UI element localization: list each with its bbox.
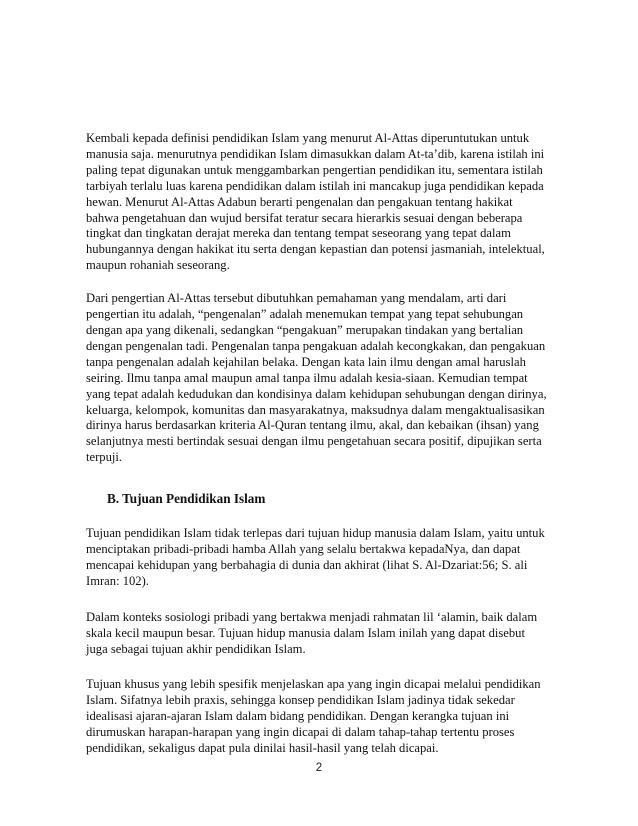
text-line: juga sebagai tujuan akhir pendidikan Islam. <box>86 641 306 656</box>
text-line: pendidikan, sekaligus dapat pula dinilai hasil-hasil yang telah dicapai. <box>86 741 439 756</box>
text-line: mencapai kehidupan yang berbahagia di dunia dan akhirat (lihat S. Al-Dzariat:56; S. ali <box>86 557 528 572</box>
page-number: 2 <box>315 762 323 774</box>
text-line: Imran: 102). <box>86 573 149 588</box>
paragraph-spacing <box>86 274 546 291</box>
paragraph-spacing <box>86 466 546 491</box>
text-line: tingkat dan tingkatan derajat mereka dan tentang tempat seseorang yang tepat dalam <box>86 226 511 241</box>
text-line: Tujuan khusus yang lebih spesifik menjelaskan apa yang ingin dicapai melalui pendidikan <box>86 677 541 692</box>
text-line: dirumuskan harapan-harapan yang ingin dicapai di dalam tahap-tahap tertentu proses <box>86 725 515 740</box>
text-line: hubungannya dengan hakikat itu serta dengan kepastian dan potensi jasmaniah, intelektual, <box>86 242 545 257</box>
paragraph-sociology <box>86 610 546 658</box>
text-line: idealisasi ajaran-ajaran Islam dalam bidang pendidikan. Dengan kerangka tujuan ini <box>86 709 510 724</box>
section-heading: B. Tujuan Pendidikan Islam <box>107 491 266 507</box>
paragraph-spacing <box>86 590 546 610</box>
paragraph-goal <box>86 526 546 590</box>
text-line: seiring. Ilmu tanpa amal maupun amal tanpa ilmu adalah kesia-siaan. Kemudian tempat <box>86 370 528 385</box>
text-line: hewan. Menurut Al-Attas Adabun berarti pengenalan dan pengakuan tentang hakikat <box>86 194 513 209</box>
text-line: maupun rohaniah seseorang. <box>86 258 230 273</box>
text-line: yang tepat adalah kedudukan dan kondisinya dalam kehidupan sehubungan dengan dirinya, <box>86 386 547 401</box>
text-line: menciptakan pribadi-pribadi hamba Allah yang selalu bertakwa kepadaNya, dan dapat <box>86 542 521 557</box>
text-line: dengan pengenalan tadi. Pengenalan tanpa pengakuan adalah kecongkakan, dan pengakuan <box>86 338 546 353</box>
paragraph-spacing <box>86 507 546 526</box>
text-line: Kembali kepada definisi pendidikan Islam yang menurut Al-Attas diperuntutukan untuk <box>86 131 530 145</box>
paragraph-understanding <box>86 291 546 466</box>
text-line: tarbiyah terlalu luas karena pendidikan dalam istilah ini mancakup juga pendidikan kepada <box>86 178 544 193</box>
text-line: tanpa pengenalan adalah kejahilan belaka. Dengan kata lain ilmu dengan amal haruslah <box>86 354 526 369</box>
text-line: bahwa pengetahuan dan wujud bersifat teratur secara hierarkis sesuai dengan beberapa <box>86 210 523 225</box>
text-line: pengertian itu adalah, “pengenalan” adalah menemukan tempat yang tepat sehubungan <box>86 307 524 322</box>
text-line: Tujuan pendidikan Islam tidak terlepas dari tujuan hidup manusia dalam Islam, yaitu untuk <box>86 526 545 541</box>
text-line: dengan apa yang dikenali, sedangkan “pengakuan” merupakan tindakan yang bertalian <box>86 322 524 337</box>
text-line: Islam. Sifatnya lebih praxis, sehingga konsep pendidikan Islam jadinya tidak sekedar <box>86 693 515 708</box>
paragraph-definition <box>86 131 546 274</box>
text-line: dirinya harus berdasarkan kriteria Al-Quran tentang ilmu, akal, dan kebaikan (ihsan) yang <box>86 418 539 433</box>
document-body <box>86 131 546 757</box>
text-line: Dari pengertian Al-Attas tersebut dibutuhkan pemahaman yang mendalam, arti dari <box>86 291 507 306</box>
text-line: terpuji. <box>86 450 123 465</box>
text-line: paling tepat digunakan untuk menggambarkan pengertian pendidikan itu, sementara istilah <box>86 162 543 177</box>
text-line: skala kecil maupun besar. Tujuan hidup manusia dalam Islam inilah yang dapat disebut <box>86 625 525 640</box>
paragraph-spacing <box>86 657 546 677</box>
text-line: manusia saja. menurutnya pendidikan Islam dimasukkan dalam At-ta’dib, karena istilah ini <box>86 146 545 161</box>
text-line: selanjutnya mesti bertindak sesuai dengan ilmu pengetahuan secara positif, dipujikan serta <box>86 434 542 449</box>
text-line: keluarga, kelompok, komunitas dan masyarakatnya, maksudnya dalam mengaktualisasikan <box>86 402 545 417</box>
text-line: Dalam konteks sosiologi pribadi yang bertakwa menjadi rahmatan lil ‘alamin, baik dalam <box>86 609 538 624</box>
paragraph-specific-goal <box>86 677 546 757</box>
